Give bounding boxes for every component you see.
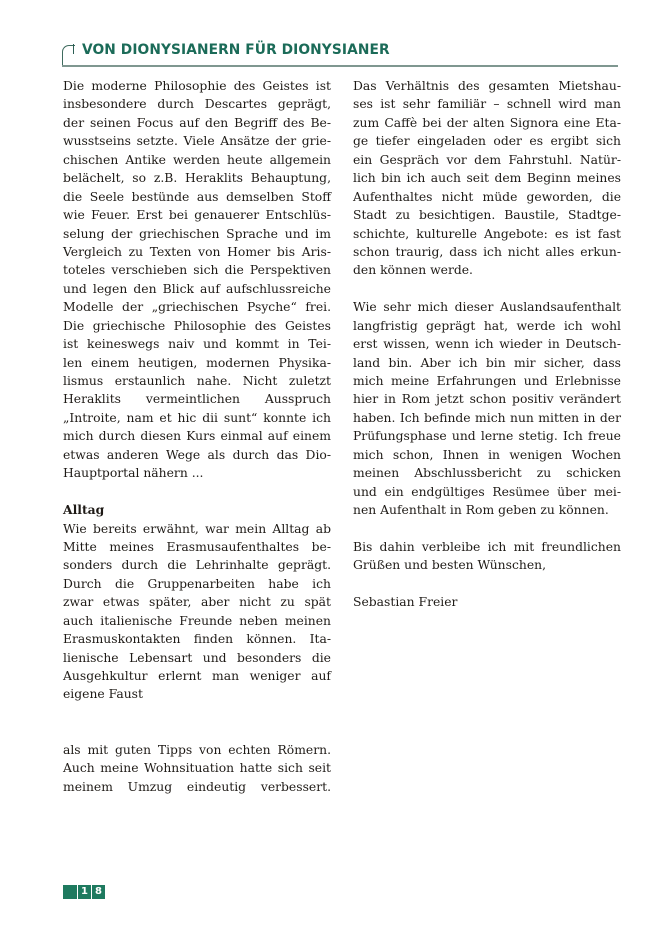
text-line: der seinen Focus auf den Begriff des Be- (63, 115, 331, 130)
text-line: ge tiefer eingeladen oder es ergibt sich (353, 134, 621, 149)
text-line: ein Gespräch vor dem Fahrstuhl. Natür- (353, 152, 621, 167)
page-number-badge (63, 885, 105, 899)
text-line: lich bin ich auch seit dem Beginn meines (353, 171, 621, 186)
paragraph-auslandsaufenthalt (353, 298, 621, 519)
text-line: Modelle der „griechischen Psyche“ frei. (63, 300, 331, 315)
text-line: auch italienische Freunde neben meinen (63, 613, 331, 628)
text-line: lismus erstaunlich nahe. Nicht zuletzt (63, 374, 331, 388)
page-number-block (63, 885, 77, 899)
text-line: langfristig geprägt hat, werde ich wohl (353, 318, 621, 333)
text-line: als mit guten Tipps von echten Römern. (63, 742, 331, 757)
text-line: haben. Ich befinde mich nun mitten in der (353, 410, 621, 425)
section-heading-alltag: Alltag (63, 502, 105, 518)
text-line: Bis dahin verbleibe ich mit freundlichen (353, 539, 621, 554)
section-title: VON DIONYSIANERN FÜR DIONYSIANER (82, 42, 390, 58)
text-line: wie Feuer. Erst bei genauerer Entschlüs- (63, 208, 331, 223)
text-line: wusstseins setzte. Viele Ansätze der grie- (63, 134, 331, 149)
text-line: mich durch diesen Kurs einmal auf einem (63, 429, 331, 444)
text-line: die Seele bestünde aus demselben Stoff (63, 189, 331, 204)
text-line: „Introite, nam et hic dii sunt“ konnte ich (63, 410, 331, 425)
paragraph-gap (353, 280, 621, 298)
text-line: ist keineswegs naiv und kommt in Tei- (63, 337, 331, 352)
text-line: Aufenthaltes nicht müde geworden, die (353, 189, 621, 204)
header-divider (62, 65, 618, 67)
right-column (353, 77, 621, 612)
text-line: insbesondere durch Descartes geprägt, (63, 97, 331, 112)
paragraph-gap (353, 520, 621, 538)
paragraph-gap (63, 722, 331, 740)
signature: Sebastian Freier (353, 595, 458, 610)
paragraph-alltag (63, 520, 331, 704)
text-line: belächelt, so z.B. Heraklits Behauptung, (63, 171, 331, 186)
text-line: etwas anderen Wege als durch das Dio- (63, 447, 331, 462)
paragraph-wohnsituation (63, 741, 331, 796)
text-line: und legen den Blick auf aufschlussreiche (63, 281, 331, 296)
text-line: Heraklits vermeintlichen Ausspruch (63, 392, 331, 407)
paragraph-gap (63, 704, 331, 722)
text-line: schon traurig, dass ich nicht alles erkun- (353, 244, 621, 259)
text-line: Stadt zu besichtigen. Baustile, Stadtge- (353, 208, 621, 223)
text-line: Wie bereits erwähnt, war mein Alltag ab (63, 521, 331, 536)
paragraph-gap (353, 575, 621, 593)
text-line: Erasmuskontakten finden können. Ita- (63, 632, 331, 647)
text-line: eigene Faust (63, 687, 143, 702)
closing-greeting (353, 538, 621, 575)
paragraph-gap (63, 483, 331, 501)
text-line: ses ist sehr familiär – schnell wird man (353, 97, 621, 112)
text-line: land bin. Aber ich bin mir sicher, dass (353, 355, 621, 370)
page-header (62, 42, 618, 68)
text-line: schichte, kulturelle Angebote: es ist fast (353, 226, 621, 241)
text-line: toteles verschieben sich die Perspektiven (63, 263, 331, 278)
text-line: mich meine Erfahrungen und Erlebnisse (353, 374, 621, 388)
text-line: sonders durch die Lehrinhalte geprägt. (63, 558, 331, 573)
text-line: erst wissen, wenn ich wieder in Deutsch- (353, 337, 621, 352)
text-line: Die griechische Philosophie des Geistes (63, 318, 331, 333)
text-line: meinem Umzug eindeutig verbessert. (63, 779, 331, 794)
text-line: lienische Lebensart und besonders die (63, 650, 331, 665)
text-line: zum Caffè bei der alten Signora eine Eta- (353, 115, 621, 130)
text-line: den können werde. (353, 263, 473, 278)
text-line: und ein endgültiges Resümee über mei- (353, 484, 621, 499)
text-line: len einem heutigen, modernen Physika- (63, 355, 331, 370)
text-line: Grüßen und besten Wünschen, (353, 558, 547, 573)
text-line: Auch meine Wohnsituation hatte sich seit (63, 761, 331, 776)
text-line: selung der griechischen Sprache und im (63, 226, 331, 241)
page-number-digit: 8 (92, 885, 105, 899)
text-line: hier in Rom jetzt schon positiv verändert (353, 392, 621, 407)
text-line: zwar etwas später, aber nicht zu spät (63, 595, 331, 610)
text-line: Die moderne Philosophie des Geistes ist (63, 79, 331, 93)
text-line: Durch die Gruppenarbeiten habe ich (63, 576, 331, 591)
text-line: nen Aufenthalt in Rom geben zu können. (353, 503, 609, 518)
text-line: Mitte meines Erasmusaufenthaltes be- (63, 539, 331, 554)
paragraph-philosophy (63, 77, 331, 483)
paragraph-mietshaus (353, 77, 621, 280)
text-line: meinen Abschlussbericht zu schicken (353, 466, 621, 481)
header-tick-ornament (73, 44, 74, 54)
text-line: Vergleich zu Texten von Homer bis Aris- (63, 244, 331, 259)
text-line: Prüfungsphase und lerne stetig. Ich freue (353, 429, 621, 444)
text-line: Ausgehkultur erlernt man weniger auf (63, 669, 331, 683)
text-line: chischen Antike werden heute allgemein (63, 152, 331, 167)
left-column (63, 77, 331, 796)
text-line: mich schon, Ihnen in wenigen Wochen (353, 447, 621, 462)
text-line: Das Verhältnis des gesamten Mietshau- (353, 79, 621, 93)
text-line: Wie sehr mich dieser Auslandsaufenthalt (353, 300, 621, 315)
text-line: Hauptportal nähern ... (63, 466, 204, 481)
page-number-digit: 1 (78, 885, 91, 899)
